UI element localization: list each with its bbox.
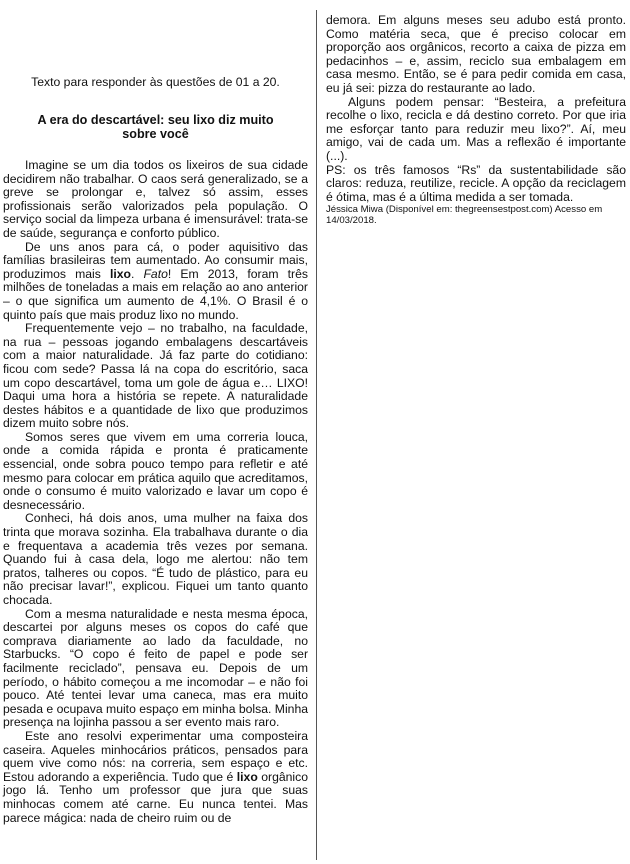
title-line-2: sobre você	[122, 126, 189, 141]
paragraph-3: Frequentemente vejo – no trabalho, na faculdade, na rua – pessoas jogando embalagens descartáveis com a maior naturalidade. Já faz parte do cotidiano: ficou com sede? Passa lá na copa do escritório, saca um copo descartável, toma um gole de água e… LIXO! Daqui uma hora a história se repete. A naturalidade destes hábitos e a quantidade de lixo que produzimos dizem muito sobre nós.	[3, 321, 308, 431]
bold-word-lixo: lixo	[109, 266, 131, 281]
paragraph-2: De uns anos para cá, o poder aquisitivo das famílias brasileiras tem aumentado. Ao consumir mais, produzimos mais lixo. Fato! Em 2013, foram três milhões de toneladas a mais em relação ao ano anterior – o que significa um aumento de 4,1%. O Brasil é o quinto país que mais produz lixo no mundo.	[3, 239, 308, 322]
paragraph-4: Somos seres que vivem em uma correria louca, onde a comida rápida e pronta é praticamente essencial, onde sobra pouco tempo para refletir e até mesmo para colocar em prática aquilo que acreditamos, onde o consumo é muito valorizado e lavar um copo é desnecessário.	[3, 429, 308, 512]
italic-word-fato: Fato	[143, 266, 168, 281]
paragraph-8: demora. Em alguns meses seu adubo está pronto. Como matéria seca, que é preciso colocar em proporção aos orgânicos, recorto a caixa de pizza em pedacinhos – e, assim, reciclo sua embalagem em casa mesmo. Então, se é para pedir comida em casa, eu já sei: pizza do restaurante ao lado.	[326, 13, 626, 95]
column-divider	[316, 10, 317, 860]
paragraph-7: Este ano resolvi experimentar uma composteira caseira. Aqueles minhocários práticos, pensados para quem vive como nós: na correria, sem espaço e etc. Estou adorando a experiência. Tudo que é lixo orgânico jogo lá. Tenho um professor que jura que suas minhocas comem até carne. Eu nunca tentei. Mas parece mágica: nada de cheiro ruim ou de	[3, 728, 308, 825]
paragraph-9: Alguns podem pensar: “Besteira, a prefeitura recolhe o lixo, recicla e dá destino correto. Por que iria me esforçar tanto para reduzir meu lixo?”. Aí, meu amigo, vai de cada um. Mas a reflexão é importante (...).	[326, 94, 626, 163]
source-citation: Jéssica Miwa (Disponível em: thegreensestpost.com) Acesso em 14/03/2018.	[326, 204, 603, 227]
paragraph-6: Com a mesma naturalidade e nesta mesma época, descartei por alguns meses os copos do café que comprava diariamente ao lado da faculdade, no Starbucks. “O copo é feito de papel e pode ser facilmente reciclado”, pensava eu. Depois de um período, o hábito começou a me incomodar – e não foi pouco. Até tentei levar uma caneca, mas era muito pesada e ocupava muito espaço em minha bolsa. Minha presença na lojinha passou a ser evento mais raro.	[3, 606, 308, 730]
right-column	[326, 0, 626, 226]
paragraph-5: Conheci, há dois anos, uma mulher na faixa dos trinta que morava sozinha. Ela trabalhava durante o dia e frequentava a academia três vezes por semana. Quando fui à casa dela, logo me alertou: não tem pratos, talheres ou copos. “É tudo de plástico, para eu não precisar lavar!”, explicou. Fiquei um tanto quanto chocada.	[3, 511, 308, 607]
paragraph-1: Imagine se um dia todos os lixeiros de sua cidade decidirem não trabalhar. O caos será generalizado, se a greve se prolongar e, talvez só assim, esses profissionais serão valorizados pela população. O serviço social da limpeza urbana é imensurável: trata-se de saúde, segurança e conforto público.	[3, 158, 308, 240]
intro-line: Texto para responder às questões de 01 a 20.	[31, 75, 280, 89]
bold-word-lixo-2: lixo	[236, 769, 258, 784]
article-title	[3, 113, 308, 141]
title-line-1: A era do descartável: seu lixo diz muito	[37, 112, 274, 127]
paragraph-10: PS: os três famosos “Rs” da sustentabilidade são claros: reduza, reutilize, recicle. A opção da reciclagem é ótima, mas é a última medida a ser tomada.	[326, 162, 626, 204]
left-column	[3, 0, 308, 825]
